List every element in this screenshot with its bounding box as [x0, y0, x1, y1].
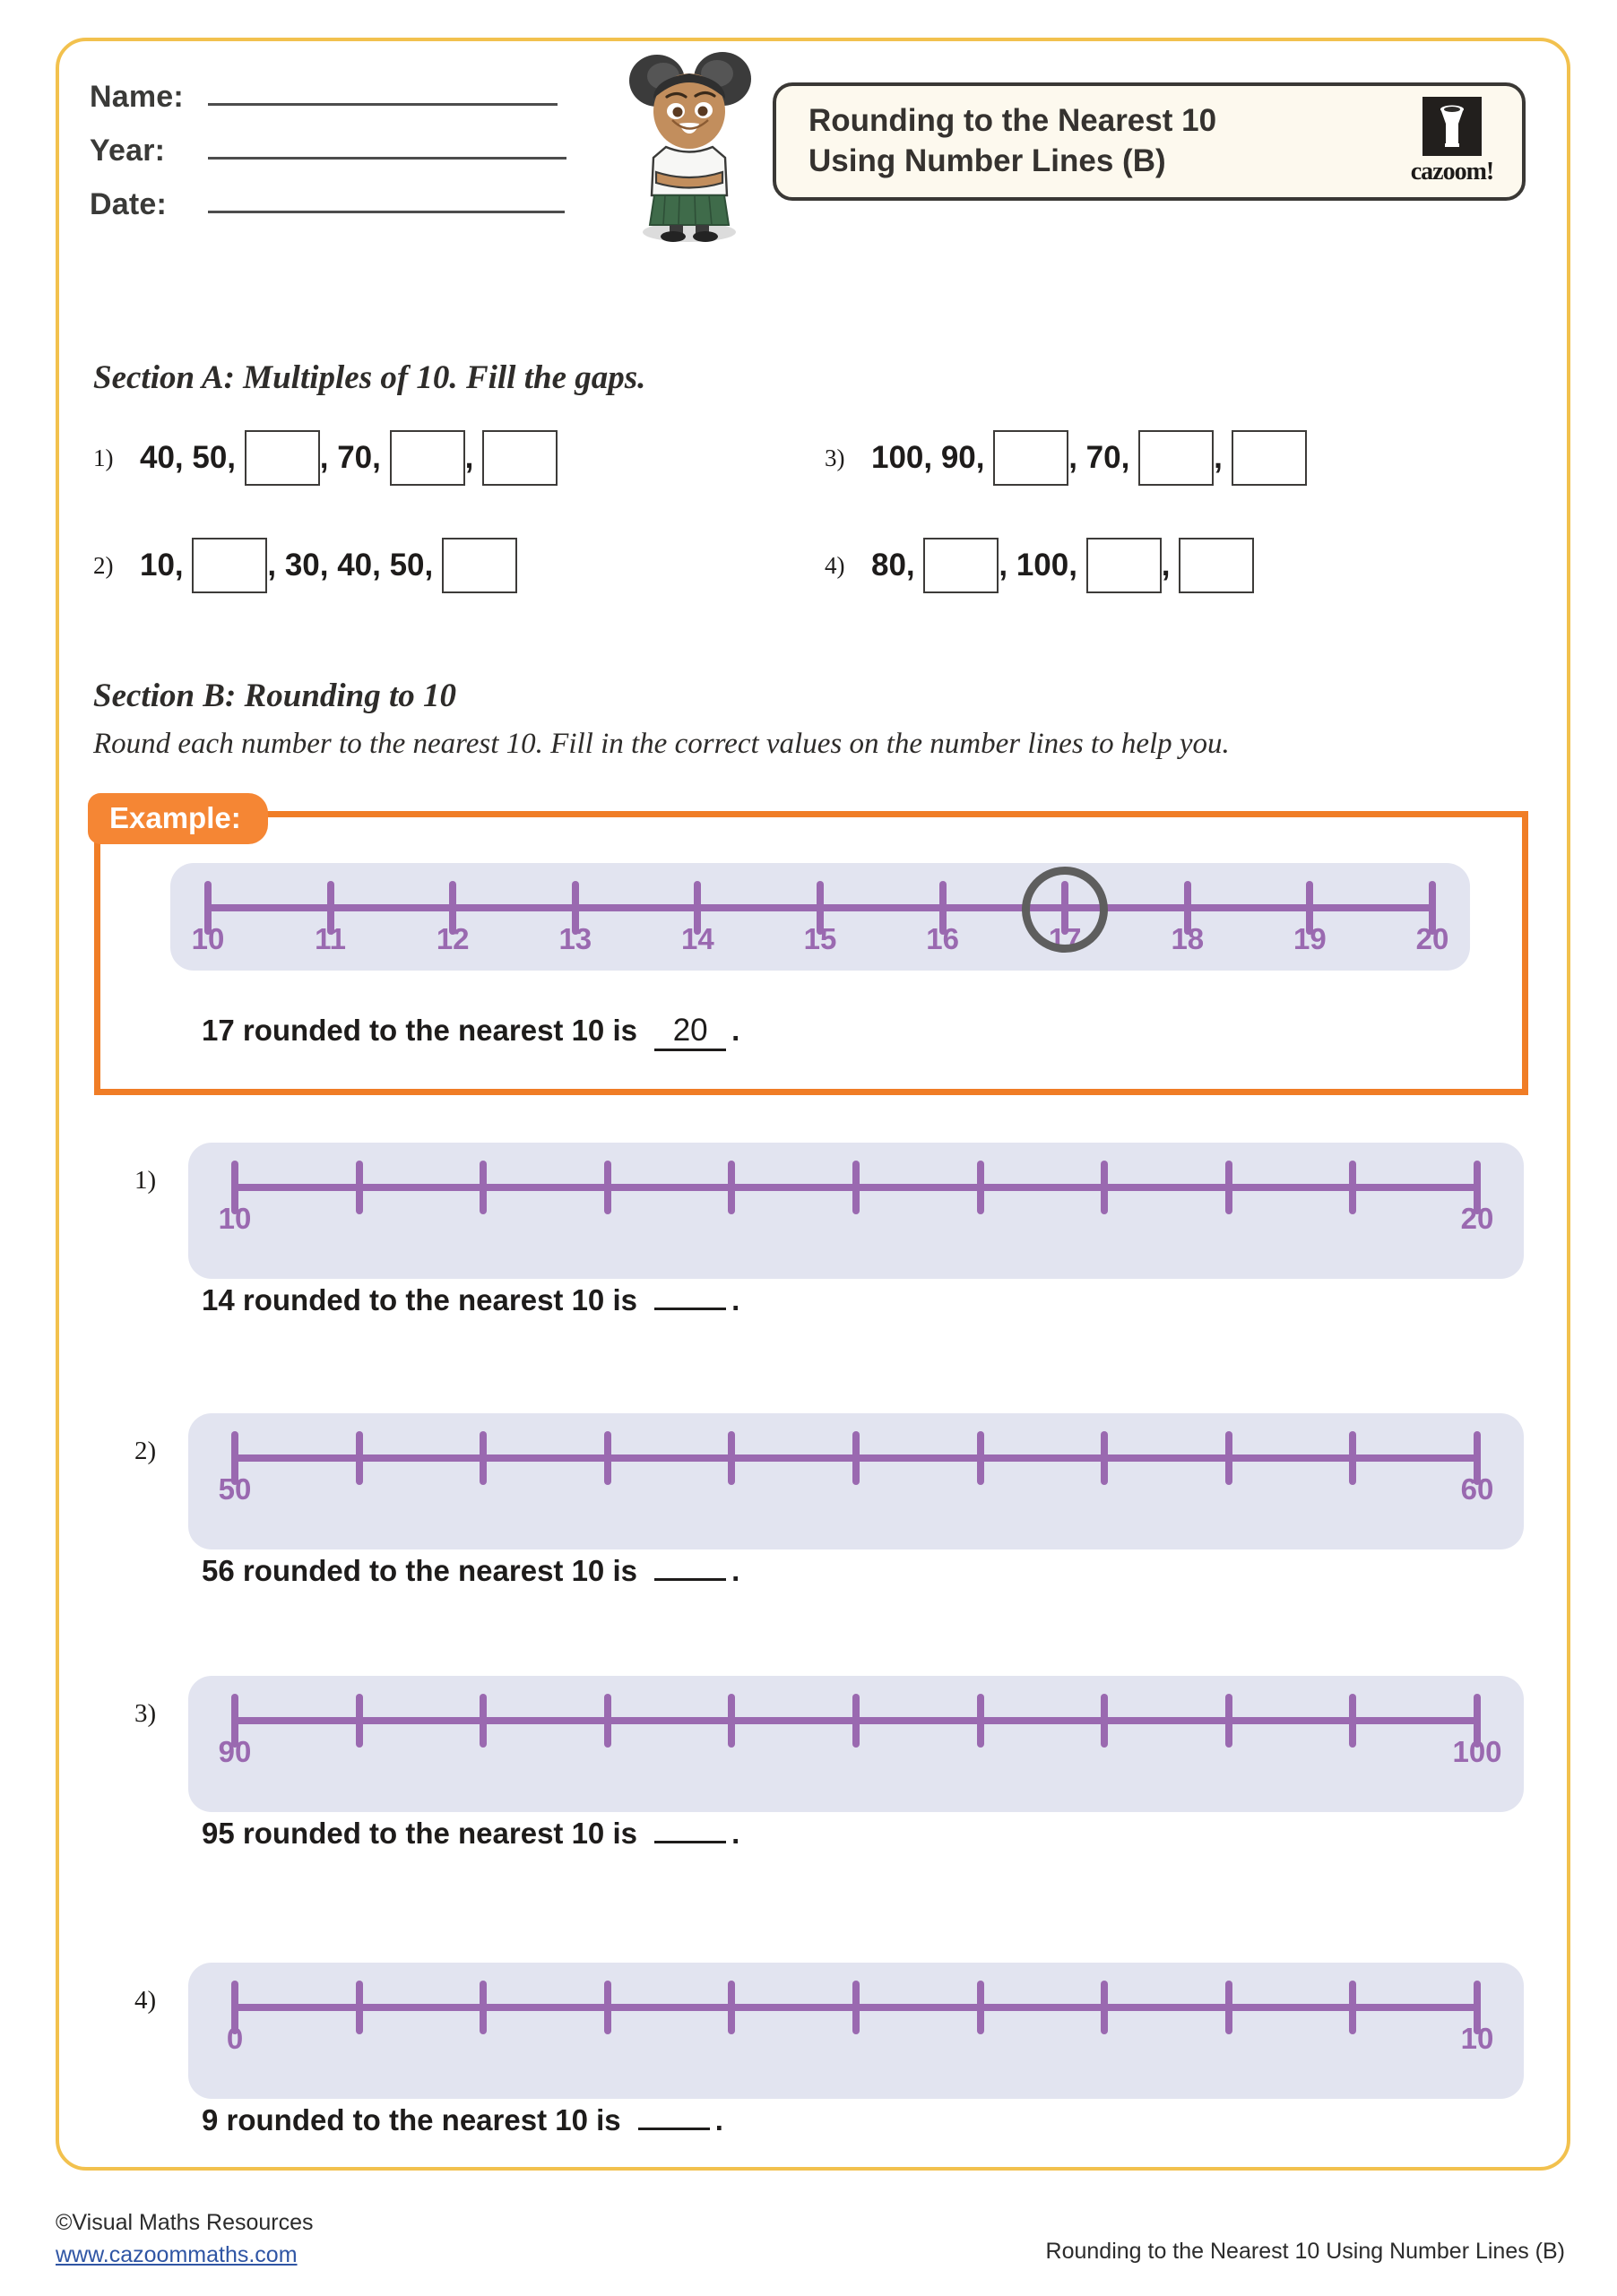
number-line-label: 90 — [218, 1735, 252, 1768]
question-number: 2) — [134, 1437, 157, 1465]
question-text-part: 10, — [140, 548, 193, 583]
number-line-tick — [728, 1431, 735, 1485]
number-line-tick — [356, 1981, 363, 2034]
number-line-tick — [977, 1694, 984, 1748]
answer-suffix: . — [731, 1817, 740, 1850]
question-text-part: , 30, 40, 50, — [267, 548, 442, 583]
worksheet-title-card — [773, 82, 1526, 201]
footer-title: Rounding to the Nearest 10 Using Number Lines (B) — [1045, 2239, 1565, 2264]
answer-blank[interactable] — [654, 1841, 726, 1843]
page-title — [808, 101, 1216, 182]
number-line-tick — [604, 1431, 611, 1485]
number-line-label: 16 — [926, 922, 959, 955]
number-line-tick — [480, 1431, 487, 1485]
answer-prefix: 95 rounded to the nearest 10 is — [202, 1817, 646, 1850]
question-text-part: , 100, — [999, 548, 1086, 583]
number-line-tick — [1101, 1694, 1108, 1748]
date-label: Date: — [90, 187, 168, 221]
question-number: 4) — [134, 1986, 157, 2015]
question-number: 1) — [93, 444, 114, 471]
number-line-band — [188, 1963, 1524, 2099]
answer-box[interactable] — [1086, 538, 1162, 593]
section-a-question-1 — [93, 430, 558, 486]
question-1-number-line[interactable] — [134, 1143, 1524, 1279]
number-line-tick — [1101, 1981, 1108, 2034]
answer-box[interactable] — [192, 538, 267, 593]
question-text-part: , 70, — [1068, 440, 1139, 475]
number-line-label: 0 — [226, 2022, 244, 2055]
number-line-label: 19 — [1293, 922, 1327, 955]
section-b-subheading: Round each number to the nearest 10. Fill in the correct values on the number lines to help you. — [93, 728, 1230, 760]
number-line-label: 14 — [681, 922, 714, 955]
number-line-tick — [604, 1981, 611, 2034]
question-3-answer-line — [202, 1817, 739, 1851]
number-line-tick — [604, 1694, 611, 1748]
number-line-band — [188, 1676, 1524, 1812]
number-line-tick — [728, 1694, 735, 1748]
drum-icon — [1422, 97, 1482, 156]
page-title-line2: Using Number Lines (B) — [808, 143, 1166, 178]
number-line-tick — [356, 1694, 363, 1748]
answer-blank[interactable] — [654, 1308, 726, 1310]
number-line-tick — [852, 1431, 860, 1485]
date-field-row — [90, 168, 566, 222]
cazoom-logo — [1402, 97, 1502, 186]
worksheet-footer — [0, 2206, 1617, 2296]
number-line-tick — [1101, 1431, 1108, 1485]
number-line-label: 12 — [436, 922, 470, 955]
number-line-tick — [1349, 1694, 1356, 1748]
number-line-tick — [1225, 1431, 1232, 1485]
number-line-label: 11 — [315, 922, 347, 955]
number-line-tick — [604, 1161, 611, 1214]
number-line-tick — [852, 1161, 860, 1214]
example-tag: Example: — [88, 793, 268, 844]
question-4-answer-line — [202, 2103, 723, 2137]
question-text-part: , — [1214, 440, 1232, 475]
answer-box[interactable] — [245, 430, 320, 486]
question-number: 4) — [825, 551, 845, 579]
number-line-tick — [977, 1161, 984, 1214]
question-text-part: , — [1161, 548, 1180, 583]
answer-prefix: 56 rounded to the nearest 10 is — [202, 1554, 646, 1587]
number-line-label: 100 — [1452, 1735, 1502, 1768]
answer-prefix: 9 rounded to the nearest 10 is — [202, 2103, 629, 2136]
number-line-tick — [356, 1161, 363, 1214]
number-line-tick — [356, 1431, 363, 1485]
example-number-line — [170, 863, 1470, 971]
number-line-label: 10 — [218, 1202, 252, 1235]
question-number: 2) — [93, 551, 114, 579]
answer-box[interactable] — [390, 430, 465, 486]
answer-blank[interactable] — [638, 2128, 710, 2130]
section-b-heading: Section B: Rounding to 10 — [93, 678, 457, 714]
name-input-rule[interactable] — [208, 103, 558, 106]
question-1-answer-line — [202, 1283, 739, 1317]
number-line-tick — [480, 1694, 487, 1748]
answer-blank[interactable] — [654, 1578, 726, 1581]
example-answer-suffix: . — [731, 1014, 740, 1047]
worksheet-header — [0, 0, 1617, 296]
number-line-label: 18 — [1171, 922, 1205, 955]
answer-suffix: . — [731, 1283, 740, 1316]
number-line-tick — [977, 1981, 984, 2034]
date-input-rule[interactable] — [208, 211, 565, 213]
year-input-rule[interactable] — [208, 157, 566, 160]
number-line-tick — [1349, 1431, 1356, 1485]
website-link[interactable]: www.cazoommaths.com — [56, 2242, 298, 2268]
number-line-tick — [852, 1981, 860, 2034]
number-line-label: 50 — [218, 1472, 252, 1506]
number-line-label: 13 — [558, 922, 592, 955]
number-line-band — [170, 863, 1470, 971]
number-line-tick — [977, 1431, 984, 1485]
answer-box[interactable] — [923, 538, 999, 593]
question-2-answer-line — [202, 1554, 739, 1588]
example-answer-prefix: 17 rounded to the nearest 10 is — [202, 1014, 646, 1047]
cazoom-wordmark: cazoom! — [1410, 158, 1494, 186]
name-field-row — [90, 61, 566, 115]
question-number: 1) — [134, 1166, 157, 1195]
question-4-number-line[interactable] — [134, 1963, 1524, 2099]
number-line-tick — [1225, 1694, 1232, 1748]
number-line-label: 10 — [191, 922, 225, 955]
answer-prefix: 14 rounded to the nearest 10 is — [202, 1283, 646, 1316]
question-number: 3) — [825, 444, 845, 471]
section-a-question-3 — [825, 430, 1307, 486]
question-text-part: 40, 50, — [140, 440, 245, 475]
example-answer-value: 20 — [654, 1013, 726, 1051]
question-text-part: , 70, — [319, 440, 390, 475]
question-text-part: 80, — [871, 548, 924, 583]
section-a-question-4 — [825, 538, 1254, 593]
question-text-part: , — [464, 440, 483, 475]
question-3-number-line[interactable] — [134, 1676, 1524, 1812]
student-info-block — [90, 61, 566, 222]
number-line-label: 20 — [1460, 1202, 1494, 1235]
copyright-text: ©Visual Maths Resources — [56, 2210, 314, 2235]
year-label: Year: — [90, 134, 166, 168]
question-number: 3) — [134, 1699, 157, 1728]
question-text-part: 100, 90, — [871, 440, 994, 475]
number-line-tick — [1349, 1981, 1356, 2034]
page-border — [56, 38, 1570, 2171]
answer-suffix: . — [731, 1554, 740, 1587]
answer-box[interactable] — [1138, 430, 1214, 486]
number-line-label: 15 — [803, 922, 837, 955]
name-label: Name: — [90, 80, 184, 114]
answer-box[interactable] — [482, 430, 558, 486]
answer-box[interactable] — [442, 538, 517, 593]
number-line-label: 60 — [1460, 1472, 1494, 1506]
example-answer-line — [202, 1013, 739, 1051]
number-line-tick — [728, 1981, 735, 2034]
question-2-number-line[interactable] — [134, 1413, 1524, 1549]
page-title-line1: Rounding to the Nearest 10 — [808, 103, 1217, 139]
answer-box[interactable] — [993, 430, 1068, 486]
student-character-illustration — [610, 47, 769, 244]
number-line-tick — [1101, 1161, 1108, 1214]
number-line-tick — [1225, 1981, 1232, 2034]
number-line-tick — [1225, 1161, 1232, 1214]
circled-value-marker — [1013, 858, 1117, 962]
section-a-heading-light: Fill the gaps. — [457, 359, 646, 396]
number-line-label: 10 — [1460, 2022, 1494, 2055]
number-line-tick — [1349, 1161, 1356, 1214]
number-line-label: 20 — [1415, 922, 1449, 955]
answer-suffix: . — [714, 2103, 723, 2136]
section-a-heading — [93, 358, 645, 397]
number-line-tick — [728, 1161, 735, 1214]
number-line-band — [188, 1413, 1524, 1549]
number-line-tick — [852, 1694, 860, 1748]
number-line-tick — [480, 1981, 487, 2034]
footer-left — [56, 2206, 314, 2272]
number-line-tick — [480, 1161, 487, 1214]
answer-box[interactable] — [1179, 538, 1254, 593]
section-a-heading-bold: Section A: Multiples of 10. — [93, 359, 458, 396]
number-line-band — [188, 1143, 1524, 1279]
year-field-row — [90, 115, 566, 168]
section-a-question-2 — [93, 538, 517, 593]
number-line-label: 17 — [1048, 922, 1082, 955]
answer-box[interactable] — [1232, 430, 1307, 486]
